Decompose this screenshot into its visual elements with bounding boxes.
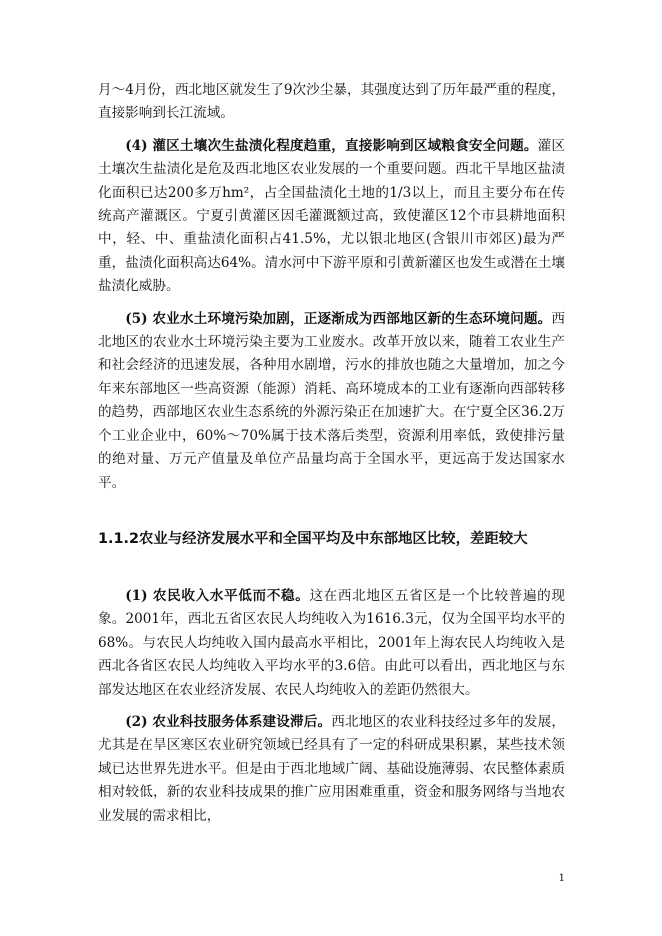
body-text-bottom	[98, 585, 565, 828]
paragraph-lead: (2) 农业科技服务体系建设滞后。	[125, 714, 332, 731]
paragraph-tech-service	[98, 711, 565, 828]
paragraph-lead: (5) 农业水土环境污染加剧，正逐渐成为西部地区新的生态环境问题。	[125, 310, 552, 327]
paragraph-salinization	[98, 135, 565, 299]
section-heading: 1.1.2农业与经济发展水平和全国平均及中东部地区比较，差距较大	[98, 531, 528, 547]
paragraph-text: 月～4月份，西北地区就发生了9次沙尘暴，其强度达到了历年最严重的程度，直接影响到长江流域。	[98, 82, 565, 122]
paragraph-text: 西北地区的农业科技经过多年的发展，尤其是在旱区寒区农业研究领域已经具有了一定的科研成果积累，某些技术领域已达世界先进水平。但是由于西北地域广阔、基础设施薄弱、农民整体素质相对较低，新的农业科技成果的推广应用困难重重，资金和服务网络与当地农业发展的需求相比，	[98, 714, 565, 824]
paragraph-lead: (1) 农民收入水平低而不稳。	[125, 588, 310, 604]
paragraph-text: 西北地区的农业水土环境污染主要为工业废水。改革开放以来，随着工农业生产和社会经济的迅速发展，各种用水剧增，污水的排放也随之大量增加，加之今年来东部地区一些高资源（能源）消耗、高环境成本的工业有逐渐向西部转移的趋势，西部地区农业生态系统的外源污染正在加速扩大。在宁夏全区36.2万个工业企业中，60%～70%属于技术落后类型，资源利用率低，致使排污量的绝对量、万元产值量及单位产品量均高于全国水平，更远高于发达国家水平。	[98, 310, 565, 491]
body-text-top	[98, 79, 565, 495]
paragraph-lead: (4) 灌区土壤次生盐渍化程度趋重，直接影响到区域粮食安全问题。	[125, 137, 538, 154]
paragraph-income	[98, 585, 565, 702]
paragraph-text: 这在西北地区五省区是一个比较普遍的现象。2001年，西北五省区农民人均纯收入为1616.3元，仅为全国平均水平的68%。与农民人均纯收入国内最高水平相比，2001年上海农民人均纯收入是西北各省区农民人均纯收入平均水平的3.6倍。由此可以看出，西北地区与东部发达地区在农业经济发展、农民人均纯收入的差距仍然很大。	[98, 588, 566, 698]
paragraph-text: 灌区土壤次生盐渍化是危及西北地区农业发展的一个重要问题。西北干旱地区盐渍化面积已达200多万hm²，占全国盐渍化土地的1/3以上，而且主要分布在传统高产灌溉区。宁夏引黄灌区因毛灌溉额过高，致使灌区12个市县耕地面积中，轻、中、重盐渍化面积占41.5%，尤以银北地区(含银川市郊区)最为严重，盐渍化面积高达64%。清水河中下游平原和引黄新灌区也发生或潜在土壤盐渍化威胁。	[98, 137, 565, 295]
paragraph-pollution	[98, 308, 565, 495]
page-number: 1	[558, 873, 565, 884]
paragraph-continued	[98, 79, 565, 126]
